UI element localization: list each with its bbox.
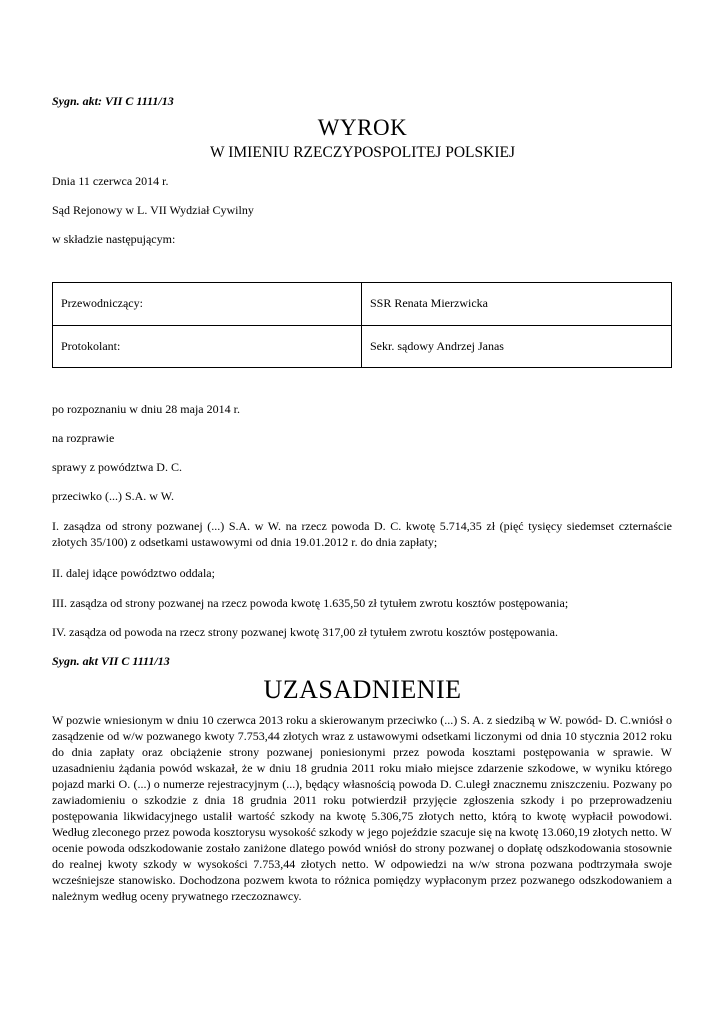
court-name: Sąd Rejonowy w L. VII Wydział Cywilny: [52, 203, 254, 217]
ruling-item: I. zasądza od strony pozwanej (...) S.A. w W. na rzecz powoda D. C. kwotę 5.714,35 zł (pięć tysięcy siedemset czternaście złotych 35/100) z odsetkami ustawowymi od dnia 19.01.2012 r. do dnia zapłaty;: [52, 519, 672, 549]
composition-table: [52, 282, 672, 368]
justification-text: W pozwie wniesionym w dniu 10 czerwca 2013 roku a skierowanym przeciwko (...) S. A. z siedzibą w W. powód- D. C.wniósł o zasądzenie od w/w pozwanego kwoty 7.753,44 złotych wraz z ustawowymi odsetkami liczonymi od dnia 10 stycznia 2012 roku do dnia zapłaty oraz obciążenie strony pozwanej poniesionymi przez powoda kosztami postępowania w sprawie. W uzasadnieniu żądania powód wskazał, że w dniu 18 grudnia 2011 roku miało miejsce zdarzenie szkodowe, w wyniku którego pojazd marki O. (...) o numerze rejestracyjnym (...), będący własnością powoda D. C.uległ znacznemu zniszczeniu. Pozwany po zawiadomieniu o szkodzie z dnia 18 grudnia 2011 roku potwierdził przyjęcie zgłoszenia szkody i po przeprowadzeniu postępowania likwidacyjnego ustalił wartość szkody na kwotę 5.306,75 złotych netto, którą to kwotę wypłacił powodowi. Według zleconego przez powoda kosztorysu wysokość szkody w jego pojeździe szacuje się na kwotę 13.060,19 złotych netto. W ocenie powoda odszkodowanie zostało zaniżone dlatego powód wniósł do strony pozwanej o dopłatę odszkodowania stosownie do realnej kwoty szkody w wysokości 7.753,44 złotych netto. W odpowiedzi na w/w strona pozwana podtrzymała swoje wcześniejsze stanowisko. Dochodzona pozwem kwota to różnica pomiędzy wypłaconym przez pozwanego odszkodowaniem a należnym według oceny prywatnego rzeczoznawcy.: [52, 713, 672, 903]
hearing-date: po rozpoznaniu w dniu 28 maja 2014 r.: [52, 402, 240, 416]
table-row: [53, 283, 672, 326]
ruling-item: III. zasądza od strony pozwanej na rzecz powoda kwotę 1.635,50 zł tytułem zwrotu kosztów postępowania;: [52, 596, 569, 610]
defendant-line: przeciwko (...) S.A. w W.: [52, 489, 174, 503]
person-cell: Sekr. sądowy Andrzej Janas: [362, 325, 672, 368]
hearing-type: na rozprawie: [52, 431, 115, 445]
justification-title: UZASADNIENIE: [263, 675, 462, 704]
case-number: Sygn. akt: VII C 1111/13: [52, 94, 174, 108]
role-cell: Przewodniczący:: [53, 283, 362, 326]
composition-label: w składzie następującym:: [52, 232, 176, 246]
judgment-subtitle: W IMIENIU RZECZYPOSPOLITEJ POLSKIEJ: [210, 144, 515, 161]
ruling-item: IV. zasądza od powoda na rzecz strony pozwanej kwotę 317,00 zł tytułem zwrotu kosztów postępowania.: [52, 625, 558, 639]
ruling-item: II. dalej idące powództwo oddala;: [52, 566, 215, 580]
plaintiff-line: sprawy z powództwa D. C.: [52, 460, 182, 474]
justification-case-number: Sygn. akt VII C 1111/13: [52, 654, 170, 668]
role-cell: Protokolant:: [53, 325, 362, 368]
table-row: [53, 325, 672, 368]
judgment-date: Dnia 11 czerwca 2014 r.: [52, 174, 169, 188]
person-cell: SSR Renata Mierzwicka: [362, 283, 672, 326]
judgment-title: WYROK: [317, 115, 408, 140]
